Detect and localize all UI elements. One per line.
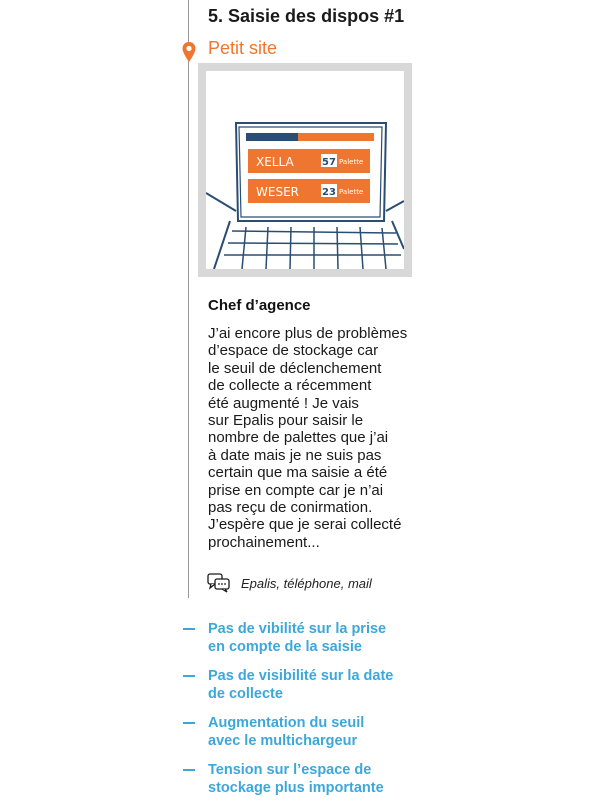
dash-icon <box>183 722 195 724</box>
list-item <box>0 620 600 667</box>
pain-point-label: Tension sur l’espace de stockage plus importante <box>208 762 384 796</box>
pain-point-label: Pas de vibilité sur la prise en compte de la saisie <box>208 621 387 655</box>
laptop-drawing <box>206 71 404 269</box>
dash-icon <box>183 769 195 771</box>
illustration-frame <box>198 63 412 277</box>
row-weser-unit: Palette <box>339 188 364 196</box>
row-xella-name: XELLA <box>256 155 294 169</box>
channels-label: Epalis, téléphone, mail <box>241 575 372 591</box>
channels-row <box>207 572 372 594</box>
row-xella-unit: Palette <box>339 158 364 166</box>
list-item <box>0 714 600 761</box>
dash-icon <box>183 628 195 630</box>
row-weser-count: 23 <box>322 187 336 198</box>
row-xella-count: 57 <box>322 157 336 168</box>
timeline-line <box>188 0 189 598</box>
persona-quote: J’ai encore plus de problèmes d’espace de stockage car le seuil de déclenchement de collecte a récemment été augmenté ! Je vais sur Epalis pour saisir le nombre de palettes que j’ai à date mais je ne suis pas certain que ma saisie a été prise en compte car je n’ai pas reçu de conirmation. J’espère que je serai collecté prochainement... <box>208 325 408 551</box>
row-weser-name: WESER <box>256 185 299 199</box>
site-label: Petit site <box>208 38 278 58</box>
pain-point-label: Augmentation du seuil avec le multichargeur <box>208 715 365 749</box>
chat-bubbles-icon <box>207 573 231 593</box>
laptop-illustration <box>206 71 404 269</box>
persona-role: Chef d’agence <box>208 297 311 314</box>
step-title: 5. Saisie des dispos #1 <box>208 6 405 26</box>
map-pin-icon <box>181 41 197 63</box>
pain-points-list <box>0 620 600 808</box>
pain-point-label: Pas de visibilité sur la date de collecte <box>208 668 394 702</box>
list-item <box>0 667 600 714</box>
dash-icon <box>183 675 195 677</box>
list-item <box>0 761 600 808</box>
